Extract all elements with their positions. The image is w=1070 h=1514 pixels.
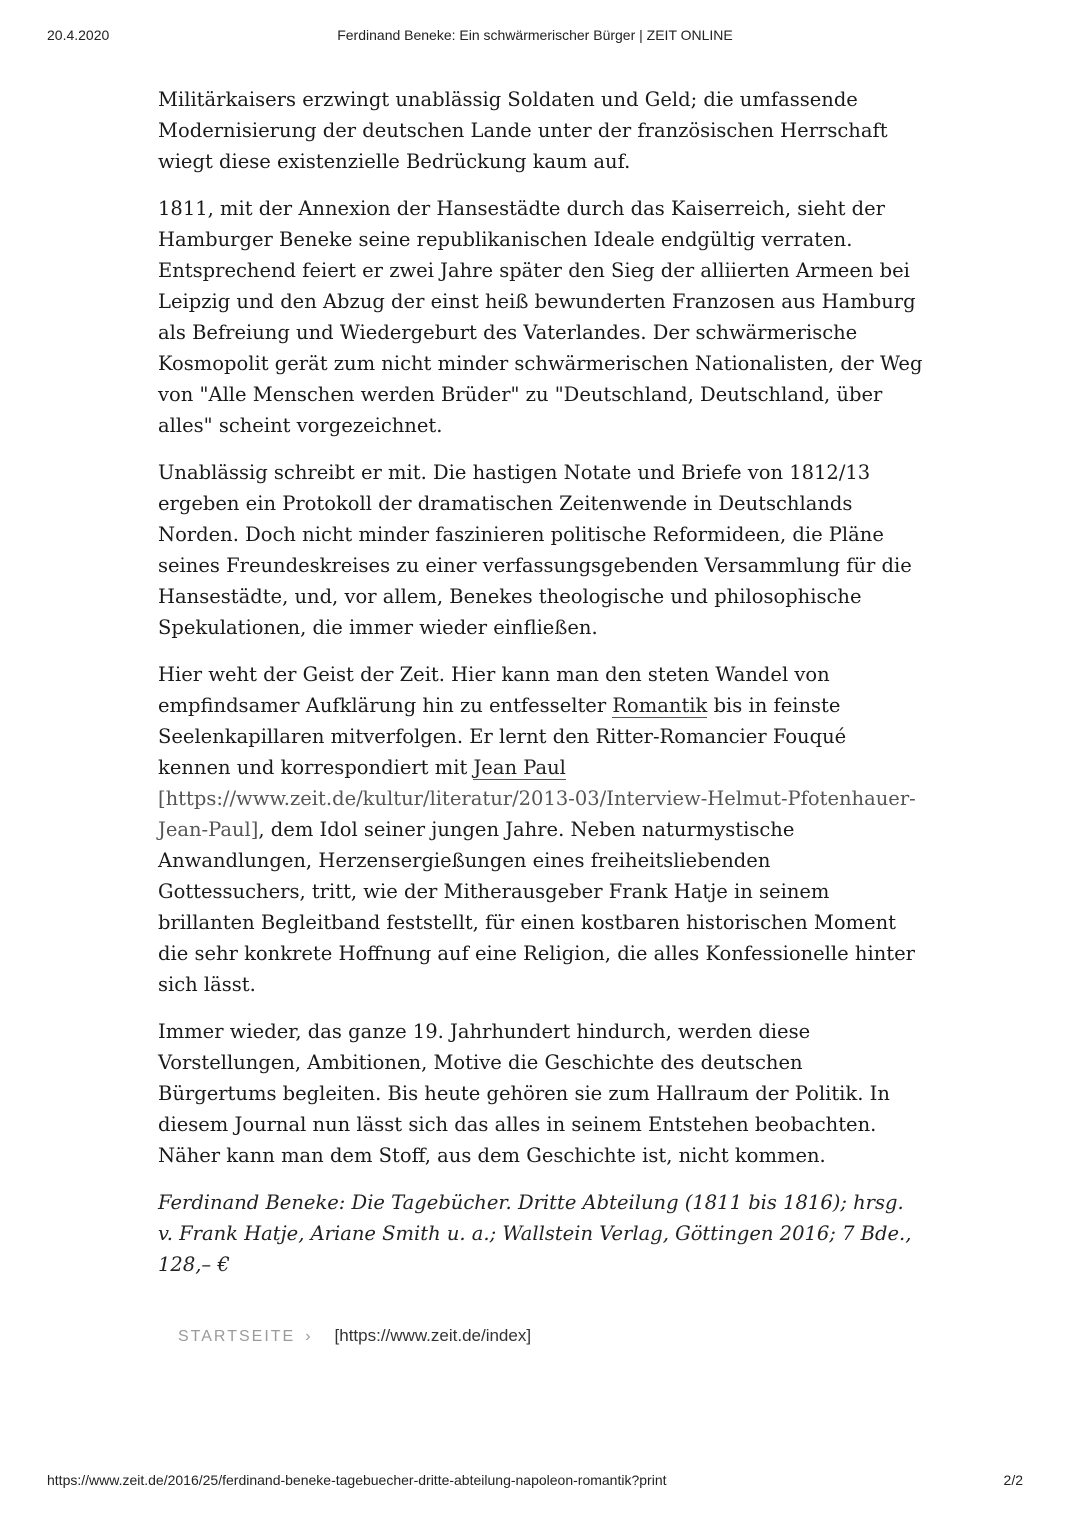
paragraph-5: Immer wieder, das ganze 19. Jahrhundert hindurch, werden diese Vorstellungen, Ambitionen, Motive die Geschichte des deutschen Bürgertums begleiten. Bis heute gehören sie zum Hallraum der Politik. In diesem Journal nun lässt sich das alles in seinem Entstehen beobachten. Näher kann man dem Stoff, aus dem Geschichte ist, nicht kommen. <box>158 1020 890 1167</box>
print-url: https://www.zeit.de/2016/25/ferdinand-beneke-tagebuecher-dritte-abteilung-napoleon-romantik?print <box>47 1472 667 1488</box>
article-body <box>158 84 923 1296</box>
paragraph-4-text-b: bis in feinste Seelenkapillaren mitverfolgen. Er lernt den Ritter-Romancier Fouqué kennen und korrespondiert mit <box>158 694 847 779</box>
paragraph-4-text-c: , dem Idol seiner jungen Jahre. Neben naturmystische Anwandlungen, Herzensergießungen eines freiheitsliebenden Gottessuchers, tritt, wie der Mitherausgeber Frank Hatje in seinem brillanten Begleitband feststellt, für einen kostbaren historischen Moment die sehr konkrete Hoffnung auf eine Religion, die alles Konfessionelle hinter sich lässt. <box>158 818 915 996</box>
book-source-note: Ferdinand Beneke: Die Tagebücher. Dritte Abteilung (1811 bis 1816); hrsg. v. Frank Hatje, Ariane Smith u. a.; Wallstein Verlag, Göttingen 2016; 7 Bde., 128,– € <box>158 1191 912 1276</box>
paragraph-4-text-a: Hier weht der Geist der Zeit. Hier kann man den steten Wandel von empfindsamer Aufklärung hin zu entfesselter <box>158 663 830 717</box>
page-number: 2/2 <box>1003 1472 1023 1488</box>
jean-paul-link[interactable]: Jean Paul <box>473 756 566 779</box>
breadcrumb <box>178 1326 531 1346</box>
startseite-url: [https://www.zeit.de/index] <box>334 1326 532 1345</box>
romantik-link[interactable]: Romantik <box>612 694 708 717</box>
print-page-title: Ferdinand Beneke: Ein schwärmerischer Bürger | ZEIT ONLINE <box>337 27 733 43</box>
jean-paul-link-url: [https://www.zeit.de/kultur/literatur/2013-03/Interview-Helmut-Pfotenhauer-Jean-Paul] <box>158 787 916 841</box>
startseite-link[interactable]: STARTSEITE <box>178 1328 296 1345</box>
paragraph-3: Unablässig schreibt er mit. Die hastigen Notate und Briefe von 1812/13 ergeben ein Protokoll der dramatischen Zeitenwende in Deutschlands Norden. Doch nicht minder faszinieren politische Reformideen, die Pläne seines Freundeskreises zu einer verfassungsgebenden Versammlung für die Hansestädte, und, vor allem, Benekes theologische und philosophische Spekulationen, die immer wieder einfließen. <box>158 461 912 639</box>
chevron-right-icon: › <box>305 1328 311 1345</box>
print-date: 20.4.2020 <box>47 27 110 43</box>
paragraph-2: 1811, mit der Annexion der Hansestädte durch das Kaiserreich, sieht der Hamburger Beneke seine republikanischen Ideale endgültig verraten. Entsprechend feiert er zwei Jahre später den Sieg der alliierten Armeen bei Leipzig und den Abzug der einst heiß bewunderten Franzosen aus Hamburg als Befreiung und Wiedergeburt des Vaterlandes. Der schwärmerische Kosmopolit gerät zum nicht minder schwärmerischen Nationalisten, der Weg von "Alle Menschen werden Brüder" zu "Deutschland, Deutschland, über alles" scheint vorgezeichnet. <box>158 197 923 437</box>
paragraph-1: Militärkaisers erzwingt unablässig Soldaten und Geld; die umfassende Modernisierung der deutschen Lande unter der französischen Herrschaft wiegt diese existenzielle Bedrückung kaum auf. <box>158 88 888 173</box>
paragraph-4 <box>158 659 923 1000</box>
